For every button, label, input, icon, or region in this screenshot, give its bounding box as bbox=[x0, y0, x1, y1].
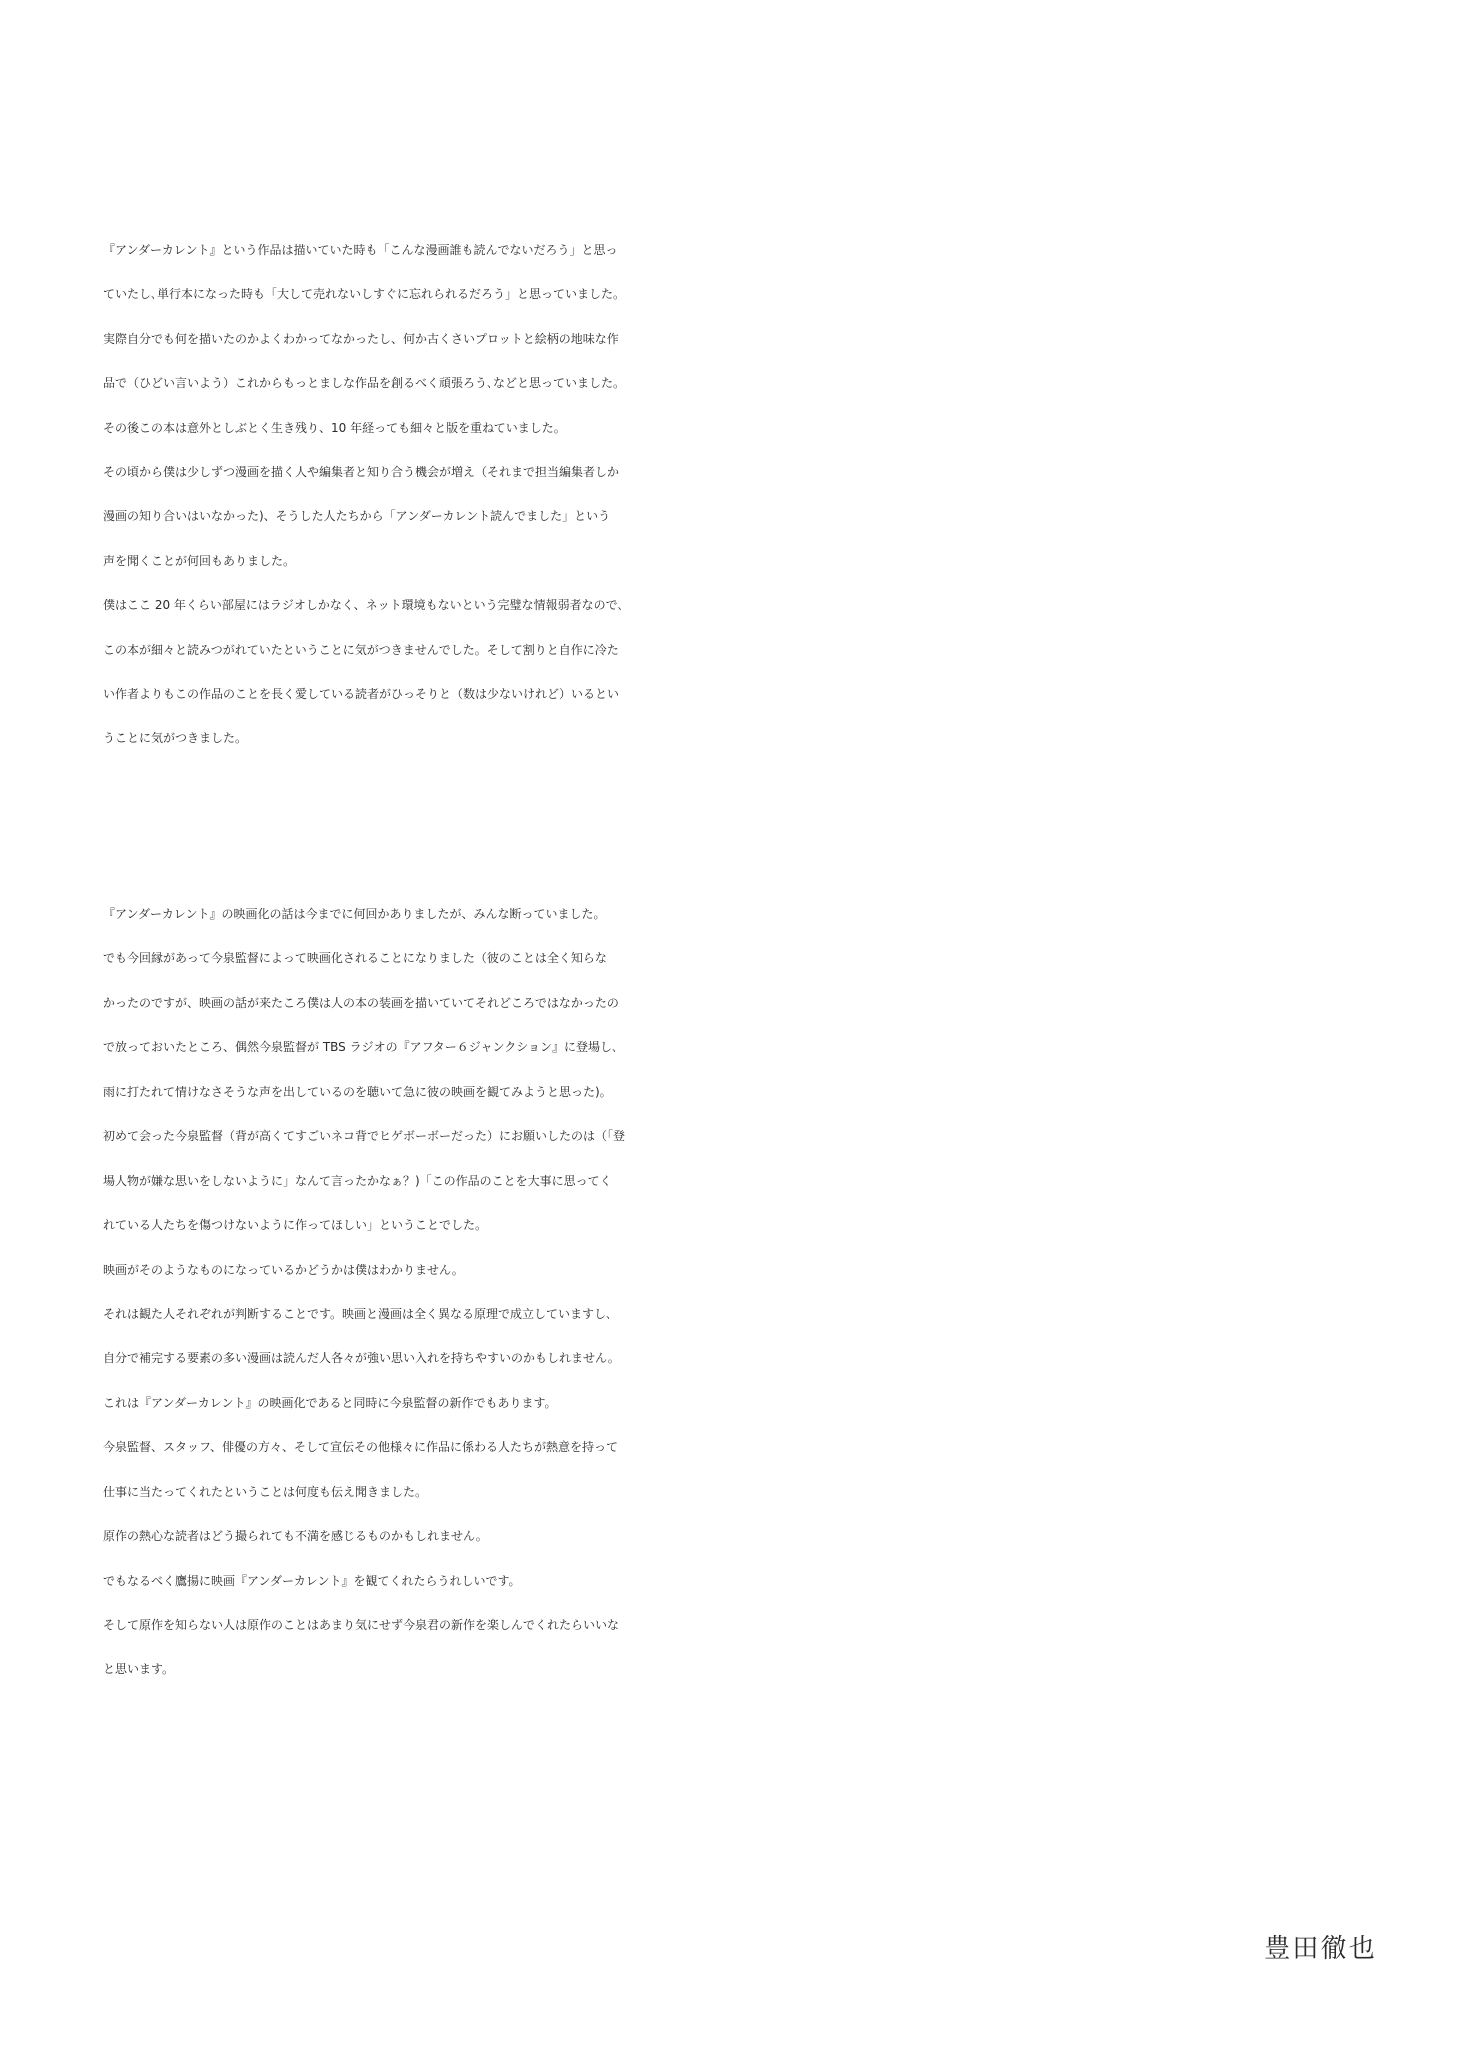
text-line: 場人物が嫌な思いをしないように」なんて言ったかなぁ？)「この作品のことを大事に思ってく bbox=[103, 1173, 612, 1188]
text-line: 今泉監督、スタッフ、俳優の方々、そして宣伝その他様々に作品に係わる人たちが熱意を持って bbox=[103, 1440, 619, 1455]
text-line: い作者よりもこの作品のことを長く愛している読者がひっそりと（数は少ないけれど）いるとい bbox=[103, 686, 620, 701]
text-line: 品で（ひどい言いよう）これからもっとましな作品を創るべく頑張ろう､などと思っていました。 bbox=[103, 376, 626, 391]
text-line: かったのですが、映画の話が来たころ僕は人の本の装画を描いていてそれどころではなかったの bbox=[103, 995, 619, 1010]
text-line: 原作の熱心な読者はどう撮られても不満を感じるものかもしれません。 bbox=[103, 1529, 488, 1544]
text-line: ていたし､単行本になった時も「大して売れないしすぐに忘れられるだろう」と思っていました。 bbox=[103, 287, 626, 302]
text-line: 漫画の知り合いはいなかった)、そうした人たちから「アンダーカレント読んでました」という bbox=[103, 509, 611, 524]
text-line: でもなるべく鷹揚に映画『アンダーカレント』を観てくれたらうれしいです。 bbox=[103, 1573, 521, 1588]
text-line: その頃から僕は少しずつ漫画を描く人や編集者と知り合う機会が増え（それまで担当編集者しか bbox=[103, 464, 620, 479]
text-line: れている人たちを傷つけないように作ってほしい」ということでした。 bbox=[103, 1218, 488, 1233]
text-line: 映画がそのようなものになっているかどうかは僕はわかりません。 bbox=[103, 1262, 464, 1277]
text-line: 自分で補完する要素の多い漫画は読んだ人各々が強い思い入れを持ちやすいのかもしれません。 bbox=[103, 1351, 620, 1366]
author-signature: 豊田徹也 bbox=[1264, 1934, 1377, 1964]
text-line: でも今回縁があって今泉監督によって映画化されることになりました（彼のことは全く知らな bbox=[103, 951, 607, 966]
text-line: 雨に打たれて情けなさそうな声を出しているのを聴いて急に彼の映画を観てみようと思った)。 bbox=[103, 1084, 612, 1099]
paragraph-1 bbox=[103, 228, 1403, 761]
paragraph-2 bbox=[103, 892, 1403, 1692]
text-line: 仕事に当たってくれたということは何度も伝え聞きました。 bbox=[103, 1484, 428, 1499]
text-line: と思います。 bbox=[103, 1662, 175, 1677]
text-line: その後この本は意外としぶとく生き残り、10 年経っても細々と版を重ねていました。 bbox=[103, 420, 566, 435]
text-line: 初めて会った今泉監督（背が高くてすごいネコ背でヒゲボーボーだった）にお願いしたのは（｢登 bbox=[103, 1129, 626, 1144]
text-line: で放っておいたところ、偶然今泉監督が TBS ラジオの『アフター６ジャンクション』に登場し､ bbox=[103, 1040, 619, 1055]
text-line: 『アンダーカレント』の映画化の話は今までに何回かありましたが、みんな断っていました。 bbox=[103, 907, 606, 921]
text-line: そして原作を知らない人は原作のことはあまり気にせず今泉君の新作を楽しんでくれたらいいな bbox=[103, 1618, 620, 1632]
text-line: この本が細々と読みつがれていたということに気がつきませんでした。そして割りと自作に冷た bbox=[103, 642, 619, 657]
text-line: 僕はここ 20 年くらい部屋にはラジオしかなく、ネット環境もないという完璧な情報弱者なので､ bbox=[103, 598, 624, 613]
text-line: うことに気がつきました。 bbox=[103, 731, 248, 746]
text-line: 声を聞くことが何回もありました。 bbox=[103, 553, 296, 568]
text-line: それは観た人それぞれが判断することです。映画と漫画は全く異なる原理で成立していますし､ bbox=[103, 1306, 613, 1321]
text-line: 実際自分でも何を描いたのかよくわかってなかったし、何か古くさいプロットと絵柄の地味な作 bbox=[103, 331, 619, 346]
text-line: これは『アンダーカレント』の映画化であると同時に今泉監督の新作でもあります。 bbox=[103, 1395, 557, 1410]
text-line: 『アンダーカレント』という作品は描いていた時も「こんな漫画誰も読んでないだろう」と思っ bbox=[103, 243, 618, 257]
